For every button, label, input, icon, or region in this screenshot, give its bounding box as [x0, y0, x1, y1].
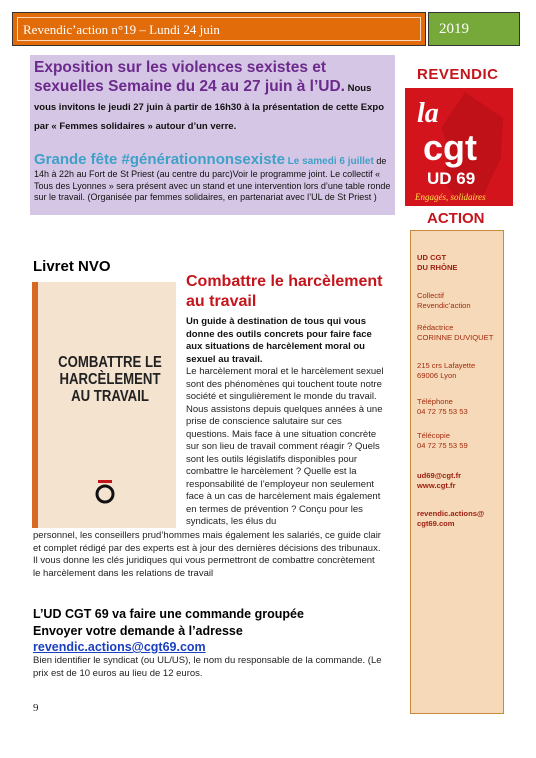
expo-title: Exposition sur les violences sexistes et sexuelles Semaine du 24 au 27 juin à l’UD.: [34, 59, 345, 95]
order-announcement: L’UD CGT 69 va faire une commande groupée: [33, 607, 304, 621]
fete-title: Grande fête #générationnonsexiste: [34, 151, 285, 168]
page-number: 9: [33, 702, 39, 714]
article-continuation: personnel, les conseillers prud’hommes mais également les salariés, ce guide clair et complet rédigé par des experts est à jour des dernières décisions des tribunaux. Il vous donne les clés juridiques qui vous permettront de combattre concrètement le harcèlement dans les relations de travail: [33, 530, 381, 579]
logo-ud: UD 69: [427, 169, 476, 188]
sidebar-email2-line: cgt69.com: [417, 519, 455, 528]
logo-slogan: Engagés, solidaires: [415, 192, 486, 202]
fete-text: de 14h à 22h au Fort de St Priest (au centre du parc)Voir le programme joint. Le collectif « Tous des Lyonnes » sera présent avec un stand et une intervention lors d’une table ronde sur le travail. (Organisée par femmes solidaires, en partenariat avec l’UL de St Priest ): [34, 156, 391, 202]
sidebar-email2[interactable]: [417, 509, 503, 529]
logo-cgt: cgt: [423, 127, 477, 168]
sidebar-collectif: [417, 291, 503, 311]
book-cover-image: [32, 282, 176, 528]
article-title: Combattre le harcèlement au travail: [186, 273, 383, 310]
phone-number: 04 72 75 53 53: [417, 407, 468, 416]
fax-number: 04 72 75 53 59: [417, 441, 468, 450]
phone-label: Téléphone: [417, 397, 453, 406]
order-note: Bien identifier le syndicat (ou UL/US), le nom du responsable de la commande. (Le prix est de 10 euros au lieu de 12 euros.: [33, 655, 382, 679]
fete-date: Le samedi 6 juillet: [284, 156, 374, 167]
publisher-logo-icon: [94, 478, 116, 506]
livret-heading: Livret NVO: [33, 258, 111, 275]
article-body: Le harcèlement moral et le harcèlement sexuel sont des phénomènes qui touchent toute notre société et singulièrement le monde du travail. Nous assistons depuis quelques années à une prise de conscience salutaire sur ces questions. Mais face à une situation concrète sur son lieu de travail comment réagir ? Quels sont les outils législatifs disponibles pour combattre le harcèlement ? Quelle est la responsabilité de l’employeur non seulement face à un cas de harcèlement mais également en termes de prévention ? Conçu pour les syndicats, les élus du: [186, 366, 384, 527]
order-email-link[interactable]: revendic.actions@cgt69.com: [33, 640, 206, 654]
sidebar-email2-line: revendic.actions@: [417, 509, 485, 518]
sidebar-fax: [417, 431, 503, 451]
book-cover-title: COMBATTRE LE HARCÈLEMENT AU TRAVAIL: [58, 354, 162, 405]
contact-sidebar: [410, 230, 504, 714]
sidebar-org: [417, 253, 503, 273]
cgt-logo-graphic: [405, 88, 513, 206]
logo-revendic-text: REVENDIC: [417, 66, 499, 83]
header-title-bar: [12, 12, 426, 46]
fax-label: Télécopie: [417, 431, 450, 440]
fete-announcement: [34, 151, 394, 204]
expo-text: Nous vous invitons le jeudi 27 juin à partir de 16h30 à la présentation de cette Expo par « Femmes solidaires » autour d’un verre.: [34, 83, 385, 132]
header-year-box: [428, 12, 520, 46]
sidebar-redaction-name: CORINNE DUVIQUET: [417, 333, 494, 342]
sidebar-address: [417, 361, 503, 381]
sidebar-collectif-line: Revendic’action: [417, 301, 471, 310]
logo-action-text: ACTION: [427, 210, 485, 227]
sidebar-collectif-line: Collectif: [417, 291, 445, 300]
revendic-action-logo: [403, 66, 515, 230]
logo-la: la: [417, 98, 439, 129]
order-instruction: Envoyer votre demande à l’adresse: [33, 624, 243, 638]
sidebar-org-line: UD CGT: [417, 253, 447, 262]
sidebar-redaction: [417, 323, 503, 343]
article-intro: Un guide à destination de tous qui vous donne des outils concrets pour faire face aux situations de harcèlement moral ou sexuel au travail.: [186, 316, 372, 365]
sidebar-website-link[interactable]: www.cgt.fr: [417, 481, 456, 490]
cgt-logo: [405, 88, 513, 206]
sidebar-links: [417, 471, 503, 491]
event-announcement-box: [30, 55, 395, 215]
sidebar-phone: [417, 397, 503, 417]
expo-announcement: [34, 58, 394, 134]
sidebar-redaction-label: Rédactrice: [417, 323, 454, 332]
sidebar-email-link[interactable]: ud69@cgt.fr: [417, 471, 462, 480]
sidebar-address-line: 69006 Lyon: [417, 371, 457, 380]
sidebar-address-line: 215 crs Lafayette: [417, 361, 476, 370]
year-label: 2019: [439, 21, 469, 37]
newsletter-title: Revendic’action n°19 – Lundi 24 juin: [23, 22, 220, 37]
sidebar-org-line: DU RHÔNE: [417, 263, 458, 272]
